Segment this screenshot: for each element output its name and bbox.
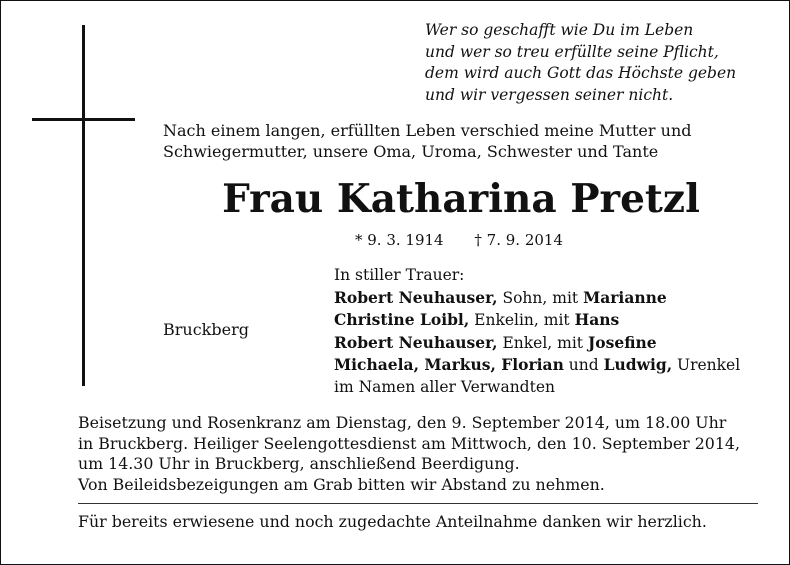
poem-line: und wer so treu erfüllte seine Pflicht, bbox=[425, 42, 719, 61]
mourner-connector: und bbox=[563, 356, 604, 374]
mourner-name: Ludwig, bbox=[603, 355, 673, 374]
mourner-name: Josefine bbox=[587, 332, 657, 352]
burial-line: Von Beileidsbezeigungen am Grab bitten wir Abstand zu nehmen. bbox=[78, 474, 605, 494]
thanks-text: Für bereits erwiesene und noch zugedachte Anteilnahme danken wir herzlich. bbox=[78, 512, 707, 531]
place-of-residence: Bruckberg bbox=[163, 320, 249, 339]
poem-line: und wir vergessen seiner nicht. bbox=[425, 85, 674, 104]
mourner-name: Robert Neuhauser, bbox=[334, 287, 498, 307]
intro-line: Nach einem langen, erfüllten Leben verschied meine Mutter und bbox=[163, 121, 692, 140]
deceased-name: Frau Katharina Pretzl bbox=[222, 176, 700, 222]
mourner-relation: Enkelin, mit bbox=[469, 311, 575, 329]
death-date: † 7. 9. 2014 bbox=[474, 231, 563, 249]
mourner-name: Michaela, Markus, Florian bbox=[334, 355, 564, 374]
mourner-relation: Urenkel bbox=[672, 356, 741, 374]
mourner-name: Christine Loibl, bbox=[334, 310, 470, 329]
mourner-relation: Sohn, mit bbox=[497, 288, 584, 307]
divider-line bbox=[78, 503, 758, 504]
mourner-name: Hans bbox=[574, 310, 620, 329]
memorial-poem bbox=[425, 20, 775, 106]
mourner-line bbox=[334, 309, 774, 332]
poem-line: dem wird auch Gott das Höchste geben bbox=[425, 64, 737, 82]
cross-horizontal-beam bbox=[32, 118, 135, 121]
burial-line: in Bruckberg. Heiliger Seelengottesdienst am Mittwoch, den 10. September 2014, bbox=[78, 433, 740, 453]
poem-line: Wer so geschafft wie Du im Leben bbox=[425, 21, 694, 39]
mourner-line bbox=[334, 287, 774, 310]
intro-line: Schwiegermutter, unsere Oma, Uroma, Schwester und Tante bbox=[163, 142, 659, 161]
mourner-name: Robert Neuhauser, bbox=[334, 332, 498, 352]
mourners-list bbox=[334, 265, 774, 398]
mourner-line bbox=[334, 354, 774, 377]
mourner-name: Marianne bbox=[583, 287, 667, 307]
intro-text bbox=[163, 120, 763, 162]
burial-details bbox=[78, 413, 778, 495]
mourner-relation: Enkel, mit bbox=[497, 333, 588, 352]
mourners-closing: im Namen aller Verwandten bbox=[334, 377, 555, 396]
life-dates bbox=[355, 230, 563, 250]
burial-line: um 14.30 Uhr in Bruckberg, anschließend Beerdigung. bbox=[78, 454, 520, 473]
birth-date: * 9. 3. 1914 bbox=[355, 231, 444, 249]
mourners-heading: In stiller Trauer: bbox=[334, 266, 465, 284]
burial-line: Beisetzung und Rosenkranz am Dienstag, den 9. September 2014, um 18.00 Uhr bbox=[78, 413, 727, 432]
mourner-line bbox=[334, 332, 774, 355]
